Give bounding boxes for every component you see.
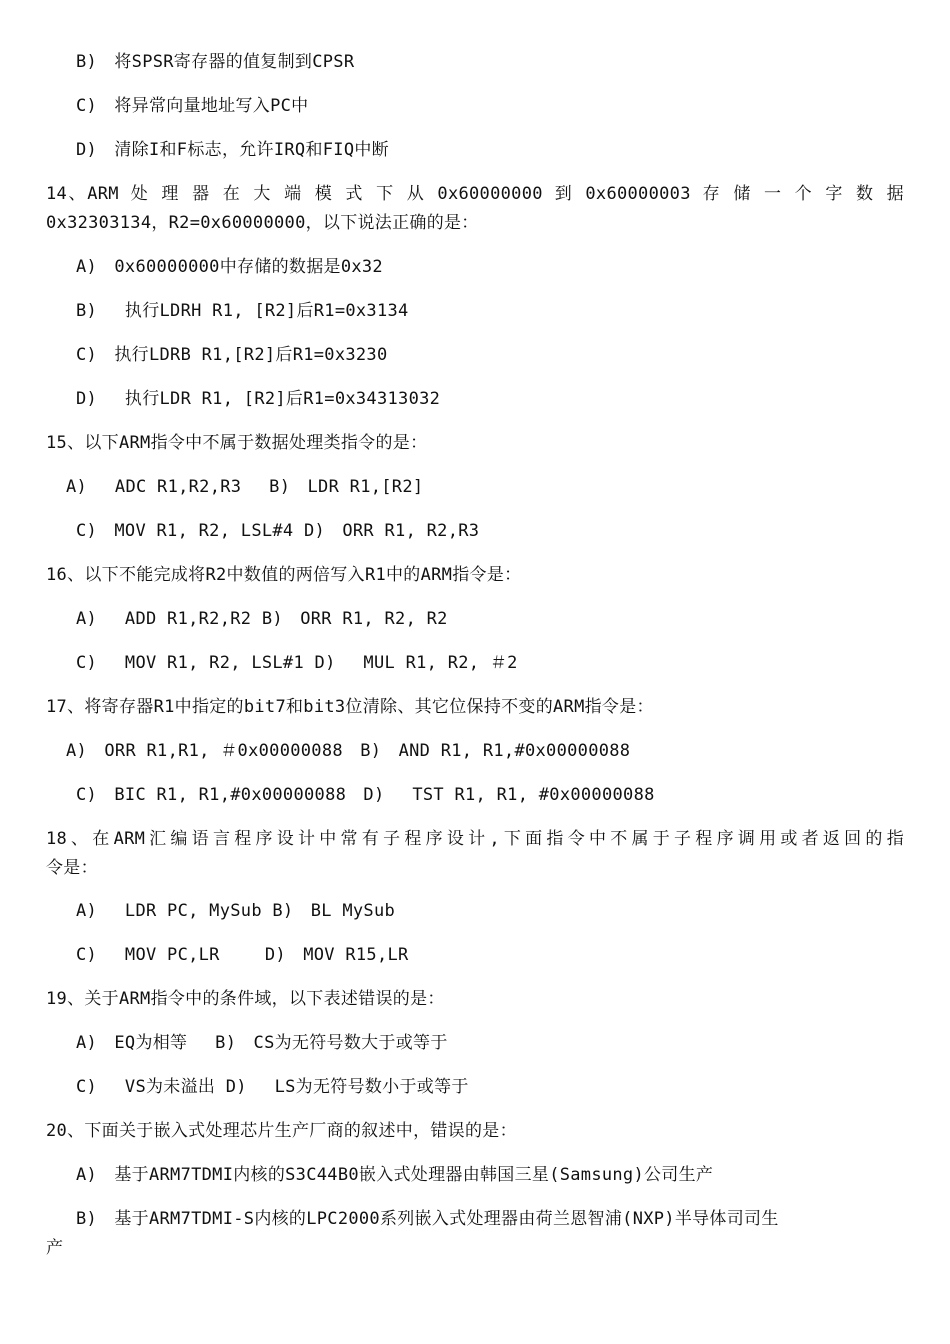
q14-option-b: B) 执行LDRH R1, [R2]后R1=0x3134 — [76, 301, 409, 321]
q16-question: 16、以下不能完成将R2中数值的两倍写入R1中的ARM指令是： — [46, 565, 522, 585]
q17-options-cd: C) BIC R1, R1,#0x00000088 D) TST R1, R1, #0x00000088 — [76, 785, 655, 805]
q14-option-c: C) 执行LDRB R1,[R2]后R1=0x3230 — [76, 345, 388, 365]
q15-options-ab: A) ADC R1,R2,R3 B) LDR R1,[R2] — [66, 477, 424, 497]
q16-options-cd: C) MOV R1, R2, LSL#1 D) MUL R1, R2, ＃2 — [76, 653, 518, 673]
q18-options-ab: A) LDR PC, MySub B) BL MySub — [76, 901, 396, 921]
q17-options-ab: A) ORR R1,R1, ＃0x00000088 B) AND R1, R1,#0x00000088 — [66, 741, 631, 761]
q14-question-line1: 14、ARM 处 理 器 在 大 端 模 式 下 从 0x60000000 到 0x60000003 存 储 一 个 字 数 据 — [46, 184, 904, 204]
q14-option-a: A) 0x60000000中存储的数据是0x32 — [76, 257, 383, 277]
q18-options-cd: C) MOV PC,LR D) MOV R15,LR — [76, 945, 409, 965]
q18-question-line1: 18、在ARM汇编语言程序设计中常有子程序设计,下面指令中不属于子程序调用或者返回的指 — [46, 829, 904, 849]
q20-option-a: A) 基于ARM7TDMI内核的S3C44B0嵌入式处理器由韩国三星(Samsung)公司生产 — [76, 1165, 714, 1185]
q19-options-cd: C) VS为未溢出 D) LS为无符号数小于或等于 — [76, 1077, 469, 1097]
q19-question: 19、关于ARM指令中的条件域，以下表述错误的是： — [46, 989, 445, 1009]
q20-question: 20、下面关于嵌入式处理芯片生产厂商的叙述中，错误的是： — [46, 1121, 517, 1141]
q20-option-b-line1: B) 基于ARM7TDMI-S内核的LPC2000系列嵌入式处理器由荷兰恩智浦(NXP)半导体司司生 — [76, 1209, 779, 1229]
q17-question: 17、将寄存器R1中指定的bit7和bit3位清除、其它位保持不变的ARM指令是： — [46, 697, 654, 717]
q20-option-b-line2: 产 — [46, 1238, 64, 1258]
q13-option-d: D) 清除I和F标志，允许IRQ和FIQ中断 — [76, 140, 389, 160]
q16-options-ab: A) ADD R1,R2,R2 B) ORR R1, R2, R2 — [76, 609, 448, 629]
q13-option-c: C) 将异常向量地址写入PC中 — [76, 96, 309, 116]
q15-question: 15、以下ARM指令中不属于数据处理类指令的是： — [46, 433, 428, 453]
q18-question-line2: 令是： — [46, 858, 98, 878]
q14-option-d: D) 执行LDR R1, [R2]后R1=0x34313032 — [76, 389, 441, 409]
q19-options-ab: A) EQ为相等 B) CS为无符号数大于或等于 — [76, 1033, 448, 1053]
q14-question-line2: 0x32303134，R2=0x60000000，以下说法正确的是： — [46, 213, 479, 233]
q15-options-cd: C) MOV R1, R2, LSL#4 D) ORR R1, R2,R3 — [76, 521, 480, 541]
q13-option-b: B) 将SPSR寄存器的值复制到CPSR — [76, 52, 355, 72]
